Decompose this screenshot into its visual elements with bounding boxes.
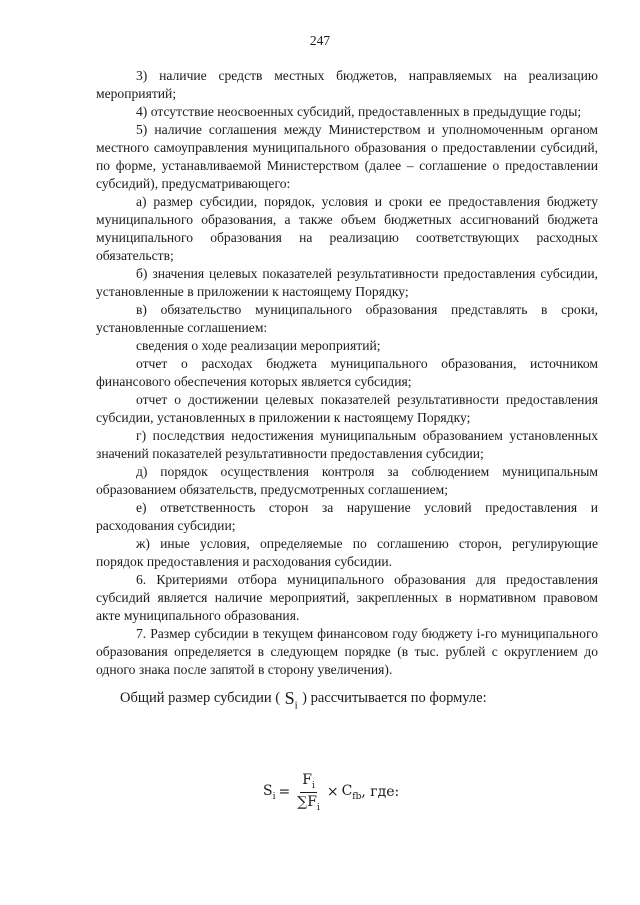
- formula-denominator: $\sum F_i$: [297, 793, 320, 813]
- paragraph: 5) наличие соглашения между Министерством и уполномоченным органом местного самоуправления муниципального образования о предоставлении субсидий, по форме, устанавливаемой Министерством (далее – соглашение о предоставлении субсидий), предусматривающего:: [96, 122, 598, 191]
- paragraph: 7. Размер субсидии в текущем финансовом году бюджету i-го муниципального образования определяется в следующем порядке (в тыс. рублей с округлением до одного знака после запятой в сторону увеличения).: [96, 626, 598, 677]
- formula-intro-after: ) рассчитывается по формуле:: [302, 690, 487, 706]
- formula-fraction: [297, 772, 320, 813]
- formula-numerator: $F_i$: [302, 772, 315, 791]
- paragraph: а) размер субсидии, порядок, условия и сроки ее предоставления бюджету муниципального образования, а также объем бюджетных ассигнований бюджета муниципального образования на реализацию соответствующих расходных обязательств;: [96, 194, 598, 263]
- page-number: 247: [309, 33, 331, 48]
- subsidy-formula: [263, 772, 399, 813]
- paragraph: 3) наличие средств местных бюджетов, направляемых на реализацию мероприятий;: [96, 68, 598, 101]
- paragraph: 4) отсутствие неосвоенных субсидий, предоставленных в предыдущие годы;: [136, 104, 582, 119]
- paragraph: сведения о ходе реализации мероприятий;: [136, 338, 381, 353]
- paragraph: б) значения целевых показателей результативности предоставления субсидии, установленные в приложении к настоящему Порядку;: [96, 266, 598, 299]
- paragraph: е) ответственность сторон за нарушение условий предоставления и расходования субсидии;: [96, 500, 598, 533]
- paragraph: д) порядок осуществления контроля за соблюдением муниципальным образованием обязательств, предусмотренных соглашением;: [96, 464, 598, 497]
- formula-lhs: $S_i$: [263, 782, 276, 802]
- document-body: [96, 67, 598, 715]
- formula-tail: , где:: [361, 784, 400, 801]
- formula-equals: =: [278, 784, 291, 801]
- paragraph: отчет о достижении целевых показателей результативности предоставления субсидии, установленных в приложении к настоящему Порядку;: [96, 392, 598, 425]
- formula-times: ×: [326, 784, 339, 801]
- paragraph: г) последствия недостижения муниципальным образованием установленных значений показателей результативности предоставления субсидии;: [96, 428, 598, 461]
- paragraph: 6. Критериями отбора муниципального образования для предоставления субсидий является наличие мероприятий, закрепленных в нормативном правовом акте муниципального образования.: [96, 572, 598, 623]
- subsidy-symbol: $S_i$: [284, 688, 298, 712]
- paragraph: в) обязательство муниципального образования представлять в сроки, установленные соглашением:: [96, 302, 598, 335]
- formula-factor: $C_{fb}$: [341, 782, 362, 802]
- formula-intro: [120, 689, 598, 715]
- paragraph: ж) иные условия, определяемые по соглашению сторон, регулирующие порядок предоставления и расходования субсидии.: [96, 536, 598, 569]
- formula-intro-before: Общий размер субсидии (: [120, 690, 281, 706]
- paragraph: отчет о расходах бюджета муниципального образования, источником финансового обеспечения которых является субсидия;: [96, 356, 598, 389]
